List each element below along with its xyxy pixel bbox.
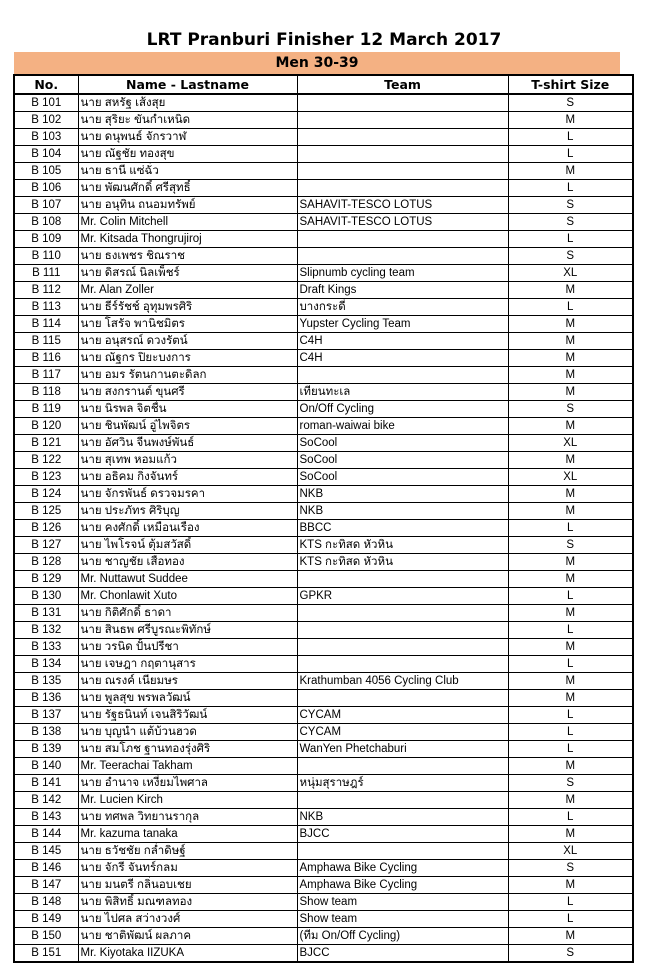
runner-name: นาย สงกรานต์ ขุนศรี bbox=[78, 384, 297, 401]
tshirt-size: M bbox=[508, 503, 633, 520]
tshirt-size: M bbox=[508, 758, 633, 775]
table-row bbox=[14, 452, 633, 469]
table-body bbox=[14, 94, 633, 962]
table-row bbox=[14, 843, 633, 860]
team-name: CYCAM bbox=[297, 724, 508, 741]
team-name: On/Off Cycling bbox=[297, 401, 508, 418]
bib-number: B 122 bbox=[14, 452, 78, 469]
tshirt-size: L bbox=[508, 299, 633, 316]
runner-name: นาย ณรงค์ เนียมษร bbox=[78, 673, 297, 690]
table-row bbox=[14, 367, 633, 384]
tshirt-size: L bbox=[508, 911, 633, 928]
tshirt-size: L bbox=[508, 724, 633, 741]
team-name: SoCool bbox=[297, 469, 508, 486]
tshirt-size: L bbox=[508, 894, 633, 911]
team-name bbox=[297, 180, 508, 197]
bib-number: B 113 bbox=[14, 299, 78, 316]
bib-number: B 102 bbox=[14, 112, 78, 129]
tshirt-size: M bbox=[508, 826, 633, 843]
runner-name: นาย อนุทิน ถนอมทรัพย์ bbox=[78, 197, 297, 214]
table-row bbox=[14, 180, 633, 197]
tshirt-size: S bbox=[508, 775, 633, 792]
tshirt-size: M bbox=[508, 639, 633, 656]
team-name bbox=[297, 231, 508, 248]
runner-name: นาย มนตรี กลิ่นอบเชย bbox=[78, 877, 297, 894]
tshirt-size: M bbox=[508, 163, 633, 180]
tshirt-size: S bbox=[508, 945, 633, 963]
table-row bbox=[14, 350, 633, 367]
bib-number: B 145 bbox=[14, 843, 78, 860]
table-row bbox=[14, 877, 633, 894]
runner-name: นาย ธวัชชัย กล่ำดิษฐ์ bbox=[78, 843, 297, 860]
table-row bbox=[14, 571, 633, 588]
runner-name: นาย ธานี แซ่ฉั่ว bbox=[78, 163, 297, 180]
runner-name: นาย ธีร์รัชช์ อุทุมพรศิริ bbox=[78, 299, 297, 316]
team-name: SoCool bbox=[297, 435, 508, 452]
runner-name: นาย อมร รัตนกานตะดิลก bbox=[78, 367, 297, 384]
runner-name: นาย ชาญชัย เสือทอง bbox=[78, 554, 297, 571]
bib-number: B 114 bbox=[14, 316, 78, 333]
bib-number: B 130 bbox=[14, 588, 78, 605]
team-name bbox=[297, 163, 508, 180]
tshirt-size: L bbox=[508, 741, 633, 758]
team-name: NKB bbox=[297, 503, 508, 520]
runner-name: นาย อัศวิน จีนพงษ์พันธ์ bbox=[78, 435, 297, 452]
runner-name: นาย อนุสรณ์ ดวงรัตน์ bbox=[78, 333, 297, 350]
team-name: BBCC bbox=[297, 520, 508, 537]
table-row bbox=[14, 486, 633, 503]
tshirt-size: S bbox=[508, 537, 633, 554]
runner-name: นาย พูลสุข พรพลวัฒน์ bbox=[78, 690, 297, 707]
team-name bbox=[297, 129, 508, 146]
bib-number: B 146 bbox=[14, 860, 78, 877]
team-name: Show team bbox=[297, 911, 508, 928]
tshirt-size: M bbox=[508, 605, 633, 622]
bib-number: B 118 bbox=[14, 384, 78, 401]
table-row bbox=[14, 809, 633, 826]
team-name: SAHAVIT-TESCO LOTUS bbox=[297, 197, 508, 214]
runner-name: นาย ไพโรจน์ ตุ้มสวัสดิ์ bbox=[78, 537, 297, 554]
table-row bbox=[14, 622, 633, 639]
team-name bbox=[297, 367, 508, 384]
table-row bbox=[14, 826, 633, 843]
bib-number: B 137 bbox=[14, 707, 78, 724]
table-row bbox=[14, 707, 633, 724]
team-name bbox=[297, 690, 508, 707]
runner-name: Mr. Lucien Kirch bbox=[78, 792, 297, 809]
runner-name: นาย คงศักดิ์ เหมือนเรือง bbox=[78, 520, 297, 537]
runner-name: นาย วรนิด ปั้นปรีชา bbox=[78, 639, 297, 656]
bib-number: B 126 bbox=[14, 520, 78, 537]
bib-number: B 103 bbox=[14, 129, 78, 146]
runner-name: นาย สุเทพ หอมแก้ว bbox=[78, 452, 297, 469]
team-name bbox=[297, 622, 508, 639]
header-size: T-shirt Size bbox=[508, 75, 633, 94]
bib-number: B 142 bbox=[14, 792, 78, 809]
table-row bbox=[14, 894, 633, 911]
runner-name: Mr. Colin Mitchell bbox=[78, 214, 297, 231]
tshirt-size: M bbox=[508, 928, 633, 945]
bib-number: B 136 bbox=[14, 690, 78, 707]
bib-number: B 140 bbox=[14, 758, 78, 775]
table-row bbox=[14, 520, 633, 537]
tshirt-size: XL bbox=[508, 265, 633, 282]
bib-number: B 116 bbox=[14, 350, 78, 367]
bib-number: B 125 bbox=[14, 503, 78, 520]
bib-number: B 151 bbox=[14, 945, 78, 963]
bib-number: B 101 bbox=[14, 94, 78, 112]
bib-number: B 119 bbox=[14, 401, 78, 418]
table-row bbox=[14, 469, 633, 486]
table-row bbox=[14, 384, 633, 401]
team-name bbox=[297, 758, 508, 775]
team-name: Amphawa Bike Cycling bbox=[297, 860, 508, 877]
team-name bbox=[297, 656, 508, 673]
tshirt-size: L bbox=[508, 656, 633, 673]
table-row bbox=[14, 758, 633, 775]
bib-number: B 110 bbox=[14, 248, 78, 265]
team-name: KTS กะทิสด หัวหิน bbox=[297, 554, 508, 571]
table-row bbox=[14, 656, 633, 673]
runner-name: นาย ชินพัฒน์ อู่ไพจิตร bbox=[78, 418, 297, 435]
runner-name: นาย ไปศล สว่างวงศ์ bbox=[78, 911, 297, 928]
tshirt-size: M bbox=[508, 112, 633, 129]
runner-name: Mr. Chonlawit Xuto bbox=[78, 588, 297, 605]
table-row bbox=[14, 537, 633, 554]
bib-number: B 141 bbox=[14, 775, 78, 792]
tshirt-size: M bbox=[508, 282, 633, 299]
team-name: GPKR bbox=[297, 588, 508, 605]
tshirt-size: M bbox=[508, 316, 633, 333]
table-row bbox=[14, 282, 633, 299]
runner-name: นาย อำนาจ เหงี่ยมไพศาล bbox=[78, 775, 297, 792]
table-row bbox=[14, 197, 633, 214]
table-row bbox=[14, 945, 633, 963]
table-row bbox=[14, 129, 633, 146]
runner-name: นาย สหรัฐ เส้งสุย bbox=[78, 94, 297, 112]
table-row bbox=[14, 928, 633, 945]
runner-name: นาย พิสิทธิ์ มณฑลทอง bbox=[78, 894, 297, 911]
bib-number: B 109 bbox=[14, 231, 78, 248]
tshirt-size: S bbox=[508, 401, 633, 418]
header-row bbox=[14, 75, 633, 94]
tshirt-size: S bbox=[508, 214, 633, 231]
bib-number: B 149 bbox=[14, 911, 78, 928]
team-name: Krathumban 4056 Cycling Club bbox=[297, 673, 508, 690]
tshirt-size: M bbox=[508, 690, 633, 707]
runner-name: นาย เจษฎา กฤตานุสาร bbox=[78, 656, 297, 673]
runner-name: นาย บุญนำ แต้บ้วนฮวด bbox=[78, 724, 297, 741]
tshirt-size: M bbox=[508, 554, 633, 571]
bib-number: B 148 bbox=[14, 894, 78, 911]
header-name: Name - Lastname bbox=[78, 75, 297, 94]
runner-name: นาย จักรี จันทร์กลม bbox=[78, 860, 297, 877]
table-row bbox=[14, 418, 633, 435]
table-row bbox=[14, 214, 633, 231]
bib-number: B 132 bbox=[14, 622, 78, 639]
runner-name: นาย โสรัจ พานิชมิตร bbox=[78, 316, 297, 333]
header-team: Team bbox=[297, 75, 508, 94]
tshirt-size: XL bbox=[508, 469, 633, 486]
table-row bbox=[14, 605, 633, 622]
bib-number: B 133 bbox=[14, 639, 78, 656]
runner-name: นาย พัฒนศักดิ์ ศรีสุทธิ์ bbox=[78, 180, 297, 197]
table-row bbox=[14, 911, 633, 928]
tshirt-size: M bbox=[508, 792, 633, 809]
tshirt-size: L bbox=[508, 622, 633, 639]
tshirt-size: L bbox=[508, 707, 633, 724]
table-row bbox=[14, 112, 633, 129]
table-row bbox=[14, 503, 633, 520]
tshirt-size: M bbox=[508, 333, 633, 350]
bib-number: B 129 bbox=[14, 571, 78, 588]
tshirt-size: M bbox=[508, 877, 633, 894]
tshirt-size: L bbox=[508, 520, 633, 537]
bib-number: B 115 bbox=[14, 333, 78, 350]
table-row bbox=[14, 163, 633, 180]
bib-number: B 143 bbox=[14, 809, 78, 826]
runner-name: นาย สุริยะ ขันกำเหนิด bbox=[78, 112, 297, 129]
bib-number: B 147 bbox=[14, 877, 78, 894]
bib-number: B 131 bbox=[14, 605, 78, 622]
table-row bbox=[14, 94, 633, 112]
team-name: Show team bbox=[297, 894, 508, 911]
tshirt-size: L bbox=[508, 809, 633, 826]
runner-name: นาย จักรพันธ์ ดรวจมรคา bbox=[78, 486, 297, 503]
tshirt-size: L bbox=[508, 129, 633, 146]
category-header: Men 30-39 bbox=[14, 52, 620, 74]
runner-name: Mr. Kiyotaka IIZUKA bbox=[78, 945, 297, 963]
team-name: Amphawa Bike Cycling bbox=[297, 877, 508, 894]
team-name bbox=[297, 112, 508, 129]
runner-name: นาย ณัฐกร ปิยะบงการ bbox=[78, 350, 297, 367]
tshirt-size: S bbox=[508, 248, 633, 265]
team-name: เทียนทะเล bbox=[297, 384, 508, 401]
runner-name: นาย ณัฐชัย ทองสุข bbox=[78, 146, 297, 163]
team-name: Yupster Cycling Team bbox=[297, 316, 508, 333]
team-name: C4H bbox=[297, 333, 508, 350]
team-name: Draft Kings bbox=[297, 282, 508, 299]
tshirt-size: M bbox=[508, 452, 633, 469]
runner-name: Mr. Nuttawut Suddee bbox=[78, 571, 297, 588]
team-name bbox=[297, 146, 508, 163]
runner-name: นาย ธงเพชร ชิณราช bbox=[78, 248, 297, 265]
table-row bbox=[14, 231, 633, 248]
team-name: BJCC bbox=[297, 826, 508, 843]
table-row bbox=[14, 554, 633, 571]
table-row bbox=[14, 690, 633, 707]
bib-number: B 111 bbox=[14, 265, 78, 282]
team-name bbox=[297, 605, 508, 622]
team-name: บางกระดี่ bbox=[297, 299, 508, 316]
runner-name: Mr. Alan Zoller bbox=[78, 282, 297, 299]
table-row bbox=[14, 792, 633, 809]
bib-number: B 139 bbox=[14, 741, 78, 758]
table-row bbox=[14, 401, 633, 418]
bib-number: B 127 bbox=[14, 537, 78, 554]
bib-number: B 150 bbox=[14, 928, 78, 945]
tshirt-size: XL bbox=[508, 435, 633, 452]
tshirt-size: M bbox=[508, 367, 633, 384]
team-name: BJCC bbox=[297, 945, 508, 963]
team-name: CYCAM bbox=[297, 707, 508, 724]
bib-number: B 105 bbox=[14, 163, 78, 180]
runner-name: นาย ทศพล วิทยานรากุล bbox=[78, 809, 297, 826]
table-row bbox=[14, 741, 633, 758]
team-name: WanYen Phetchaburi bbox=[297, 741, 508, 758]
tshirt-size: XL bbox=[508, 843, 633, 860]
bib-number: B 128 bbox=[14, 554, 78, 571]
runner-name: นาย รัฐธนินท์ เจนสิริวัฒน์ bbox=[78, 707, 297, 724]
team-name: NKB bbox=[297, 486, 508, 503]
team-name: SAHAVIT-TESCO LOTUS bbox=[297, 214, 508, 231]
bib-number: B 135 bbox=[14, 673, 78, 690]
table-row bbox=[14, 588, 633, 605]
runner-name: นาย ชาติพัฒน์ ผลภาค bbox=[78, 928, 297, 945]
tshirt-size: M bbox=[508, 571, 633, 588]
team-name: NKB bbox=[297, 809, 508, 826]
tshirt-size: S bbox=[508, 94, 633, 112]
tshirt-size: M bbox=[508, 384, 633, 401]
bib-number: B 144 bbox=[14, 826, 78, 843]
page-title: LRT Pranburi Finisher 12 March 2017 bbox=[146, 30, 502, 50]
table-row bbox=[14, 146, 633, 163]
team-name: Slipnumb cycling team bbox=[297, 265, 508, 282]
team-name: หนุ่มสุราษฎร์ bbox=[297, 775, 508, 792]
tshirt-size: S bbox=[508, 197, 633, 214]
team-name: C4H bbox=[297, 350, 508, 367]
table-row bbox=[14, 639, 633, 656]
tshirt-size: M bbox=[508, 350, 633, 367]
table-row bbox=[14, 673, 633, 690]
runner-name: นาย ดนุพนธ์ จักรวาฬ bbox=[78, 129, 297, 146]
team-name bbox=[297, 94, 508, 112]
team-name: KTS กะทิสด หัวหิน bbox=[297, 537, 508, 554]
bib-number: B 124 bbox=[14, 486, 78, 503]
team-name bbox=[297, 792, 508, 809]
runner-name: Mr. kazuma tanaka bbox=[78, 826, 297, 843]
runner-name: นาย สินธพ ศรีบูรณะพิทักษ์ bbox=[78, 622, 297, 639]
team-name bbox=[297, 248, 508, 265]
table-row bbox=[14, 265, 633, 282]
tshirt-size: M bbox=[508, 673, 633, 690]
header-no: No. bbox=[14, 75, 78, 94]
bib-number: B 104 bbox=[14, 146, 78, 163]
table-row bbox=[14, 248, 633, 265]
bib-number: B 112 bbox=[14, 282, 78, 299]
runner-name: นาย กิติศักดิ์ ธาดา bbox=[78, 605, 297, 622]
bib-number: B 123 bbox=[14, 469, 78, 486]
team-name: SoCool bbox=[297, 452, 508, 469]
tshirt-size: L bbox=[508, 180, 633, 197]
table-row bbox=[14, 860, 633, 877]
tshirt-size: L bbox=[508, 231, 633, 248]
runner-name: นาย นิรพล จิตชื่น bbox=[78, 401, 297, 418]
runner-name: นาย สมโภช ฐานทองรุ่งศิริ bbox=[78, 741, 297, 758]
team-name bbox=[297, 843, 508, 860]
tshirt-size: M bbox=[508, 486, 633, 503]
table-row bbox=[14, 435, 633, 452]
runner-name: Mr. Teerachai Takham bbox=[78, 758, 297, 775]
bib-number: B 120 bbox=[14, 418, 78, 435]
finisher-table bbox=[13, 74, 634, 963]
team-name: roman-waiwai bike bbox=[297, 418, 508, 435]
tshirt-size: S bbox=[508, 860, 633, 877]
tshirt-size: L bbox=[508, 146, 633, 163]
runner-name: นาย ดิสรณ์ นิลเพ็ชร์ bbox=[78, 265, 297, 282]
bib-number: B 121 bbox=[14, 435, 78, 452]
runner-name: นาย ประภัทร ศิริบุญ bbox=[78, 503, 297, 520]
tshirt-size: L bbox=[508, 588, 633, 605]
bib-number: B 108 bbox=[14, 214, 78, 231]
bib-number: B 107 bbox=[14, 197, 78, 214]
team-name: (ทีม On/Off Cycling) bbox=[297, 928, 508, 945]
table-row bbox=[14, 724, 633, 741]
table-row bbox=[14, 333, 633, 350]
bib-number: B 138 bbox=[14, 724, 78, 741]
team-name bbox=[297, 639, 508, 656]
bib-number: B 134 bbox=[14, 656, 78, 673]
bib-number: B 106 bbox=[14, 180, 78, 197]
table-row bbox=[14, 775, 633, 792]
bib-number: B 117 bbox=[14, 367, 78, 384]
runner-name: นาย อธิคม กิ่งจันทร์ bbox=[78, 469, 297, 486]
runner-name: Mr. Kitsada Thongrujiroj bbox=[78, 231, 297, 248]
tshirt-size: M bbox=[508, 418, 633, 435]
table-row bbox=[14, 316, 633, 333]
table-row bbox=[14, 299, 633, 316]
team-name bbox=[297, 571, 508, 588]
